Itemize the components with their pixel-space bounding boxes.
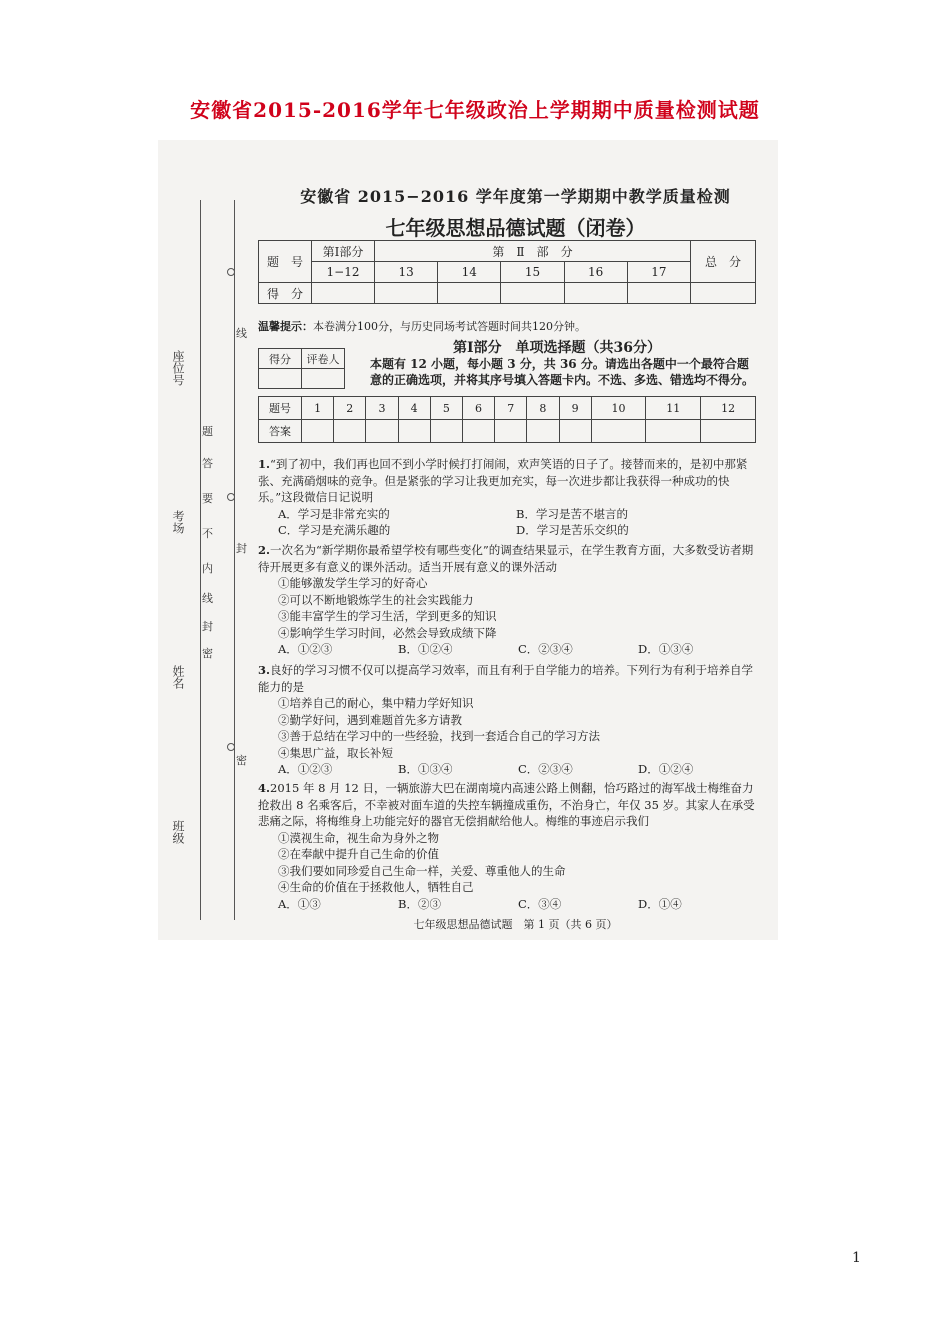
line-char: 线 <box>236 327 247 340</box>
part1-range: 1−12 <box>312 262 375 283</box>
question-text: 一次名为“新学期你最希望学校有哪些变化”的调查结果显示，在学生教育方面，大多数受访者期待开展更多有意义的课外活动。适当开展有意义的课外活动 <box>258 543 754 574</box>
class-label: 班级 <box>171 820 185 844</box>
answer-cell <box>334 420 366 443</box>
option-b: B．①②④ <box>398 642 453 656</box>
answer-cell <box>591 420 646 443</box>
question-4 <box>258 780 758 912</box>
statement: ④集思广益，取长补短 <box>278 745 393 760</box>
option-a: A．①②③ <box>278 642 333 656</box>
tip-text: 本卷满分100分，与历史同场考试答题时间共120分钟。 <box>313 320 586 333</box>
answer-cell <box>302 420 334 443</box>
question-number: 4. <box>258 781 271 795</box>
question-number: 14 <box>438 262 501 283</box>
answer-cell <box>495 420 527 443</box>
total-header: 总 分 <box>691 241 756 283</box>
answer-cell <box>646 420 701 443</box>
option-a: A．①③ <box>278 896 321 911</box>
binding-hole <box>227 743 235 751</box>
statement: ①漠视生命，视生命为身外之物 <box>278 830 439 845</box>
seal-text: 题 <box>202 425 213 438</box>
option-d: D．学习是苦乐交织的 <box>516 523 629 537</box>
option-c: C．②③④ <box>518 642 573 656</box>
answer-cell <box>527 420 559 443</box>
section-description: 本题有 12 小题，每小题 3 分，共 36 分。请选出各题中一个最符合题意的正确选项，并将其序号填入答题卡内。不选、多选、错选均不得分。 <box>370 357 755 387</box>
score-cell <box>438 283 501 304</box>
exam-header: 安徽省 2015−2016 学年度第一学期期中教学质量检测 <box>300 187 731 206</box>
exam-tip <box>258 318 586 334</box>
statement: ④影响学生学习时间，必然会导致成绩下降 <box>278 625 497 640</box>
seal-text: 密 <box>202 647 213 660</box>
line-char: 密 <box>236 754 247 767</box>
score-row-label: 题 号 <box>259 241 312 283</box>
exam-room-label: 考场 <box>171 510 185 534</box>
grader-cell <box>302 369 345 389</box>
question-number: 1. <box>258 457 271 471</box>
option-b: B．学习是苦不堪言的 <box>516 506 628 521</box>
answer-number: 12 <box>701 397 756 420</box>
statement: ②勤学好问，遇到难题首先多方请教 <box>278 712 462 727</box>
answer-number: 5 <box>430 397 462 420</box>
part1-header: 第Ⅰ部分 <box>312 241 375 262</box>
answer-number: 6 <box>462 397 494 420</box>
answer-table <box>258 396 756 443</box>
seal-text: 线 <box>202 592 213 605</box>
question-number: 2. <box>258 543 271 557</box>
statement: ③我们要如同珍爱自己生命一样，关爱、尊重他人的生命 <box>278 863 566 878</box>
statement: ④生命的价值在于拯救他人，牺牲自己 <box>278 880 474 894</box>
answer-cell <box>430 420 462 443</box>
option-a: A．①②③ <box>278 762 333 776</box>
question-number: 15 <box>501 262 564 283</box>
answer-number: 3 <box>366 397 398 420</box>
score-table <box>258 240 756 304</box>
seat-number-label: 座位号 <box>171 350 185 386</box>
answer-number: 7 <box>495 397 527 420</box>
question-1 <box>258 456 758 539</box>
answer-cell <box>559 420 591 443</box>
question-number: 13 <box>375 262 438 283</box>
answer-number: 11 <box>646 397 701 420</box>
statement: ③能丰富学生的学习生活，学到更多的知识 <box>278 609 497 623</box>
line-char: 封 <box>236 542 247 555</box>
question-stem <box>258 542 758 575</box>
grader-cell <box>259 369 302 389</box>
answer-cell <box>701 420 756 443</box>
score-cell <box>691 283 756 304</box>
question-3 <box>258 662 758 778</box>
part2-header: 第 Ⅱ 部 分 <box>375 241 691 262</box>
page-title: 安徽省2015-2016学年七年级政治上学期期中质量检测试题 <box>190 98 760 122</box>
question-stem <box>258 780 758 830</box>
option-c: C．学习是充满乐趣的 <box>278 523 391 537</box>
score-cell <box>375 283 438 304</box>
answer-row-label: 题号 <box>259 397 302 420</box>
answer-row-label: 答案 <box>259 420 302 443</box>
score-row-label: 得 分 <box>259 283 312 304</box>
tip-label: 温馨提示： <box>258 320 313 333</box>
options <box>258 506 758 539</box>
option-c: C．③④ <box>518 896 562 911</box>
answer-number: 4 <box>398 397 430 420</box>
binding-hole <box>227 268 235 276</box>
answer-number: 9 <box>559 397 591 420</box>
option-c: C．②③④ <box>518 762 573 776</box>
answer-number: 2 <box>334 397 366 420</box>
score-cell <box>564 283 627 304</box>
statement: ①能够激发学生学习的好奇心 <box>278 576 428 590</box>
question-stem <box>258 662 758 695</box>
option-d: D．①③④ <box>638 642 694 656</box>
score-cell <box>501 283 564 304</box>
binding-hole <box>227 493 235 501</box>
answer-cell <box>366 420 398 443</box>
answer-cell <box>462 420 494 443</box>
name-label: 姓名 <box>171 665 185 689</box>
answer-number: 8 <box>527 397 559 420</box>
seal-text: 内 <box>202 562 213 575</box>
question-number: 16 <box>564 262 627 283</box>
answer-number: 10 <box>591 397 646 420</box>
seal-text: 要 <box>202 492 213 505</box>
question-stem <box>258 456 758 506</box>
option-b: B．①③④ <box>398 762 453 776</box>
question-text: “到了初中，我们再也回不到小学时候打打闹闹，欢声笑语的日子了。接替而来的，是初中那紧张、充满硝烟味的竞争。但是紧张的学习让我更加充实，每一次进步都让我获得一种成功的快乐。”这段微信日记说明 <box>258 457 748 504</box>
options <box>258 761 758 778</box>
options <box>258 896 758 913</box>
statement: ③善于总结在学习中的一些经验，找到一套适合自己的学习方法 <box>278 729 600 743</box>
section-title: 第Ⅰ部分 单项选择题（共36分） <box>452 340 662 356</box>
question-number: 3. <box>258 663 271 677</box>
seal-text: 不 <box>202 527 213 540</box>
question-number: 17 <box>627 262 690 283</box>
binding-line-inner <box>234 200 235 920</box>
statement: ②可以不断地锻炼学生的社会实践能力 <box>278 592 474 607</box>
answer-cell <box>398 420 430 443</box>
grader-reviewer-label: 评卷人 <box>302 349 345 369</box>
question-2 <box>258 542 758 658</box>
seal-text: 封 <box>202 620 213 633</box>
option-d: D．①②④ <box>638 762 694 776</box>
score-cell <box>312 283 375 304</box>
option-a: A．学习是非常充实的 <box>278 506 390 521</box>
binding-line-outer <box>200 200 201 920</box>
seal-text: 答 <box>202 457 213 470</box>
exam-subject-title: 七年级思想品德试题（闭卷） <box>385 216 646 240</box>
option-b: B．②③ <box>398 896 441 911</box>
option-d: D．①④ <box>638 896 682 911</box>
answer-number: 1 <box>302 397 334 420</box>
score-cell <box>627 283 690 304</box>
binding-margin <box>158 140 258 940</box>
grader-score-label: 得分 <box>259 349 302 369</box>
page-number: 1 <box>852 1250 861 1266</box>
exam-page-footer: 七年级思想品德试题 第 1 页（共 6 页） <box>413 918 618 931</box>
scanned-exam-page <box>158 140 778 940</box>
question-text: 2015 年 8 月 12 日，一辆旅游大巴在湖南境内高速公路上侧翻，恰巧路过的海军战士梅维奋力抢救出 8 名乘客后，不幸被对面车道的失控车辆撞成重伤，不治身亡，年仅 35 岁。其家人在承受悲痛之际，将梅维身上功能完好的器官无偿捐献给他人。梅维的事迹启示我们 <box>258 781 755 828</box>
question-text: 良好的学习习惯不仅可以提高学习效率，而且有利于自学能力的培养。下列行为有利于培养自学能力的是 <box>258 663 754 694</box>
statement: ①培养自己的耐心，集中精力学好知识 <box>278 696 474 710</box>
options <box>258 641 758 658</box>
statement: ②在奉献中提升自己生命的价值 <box>278 847 439 861</box>
